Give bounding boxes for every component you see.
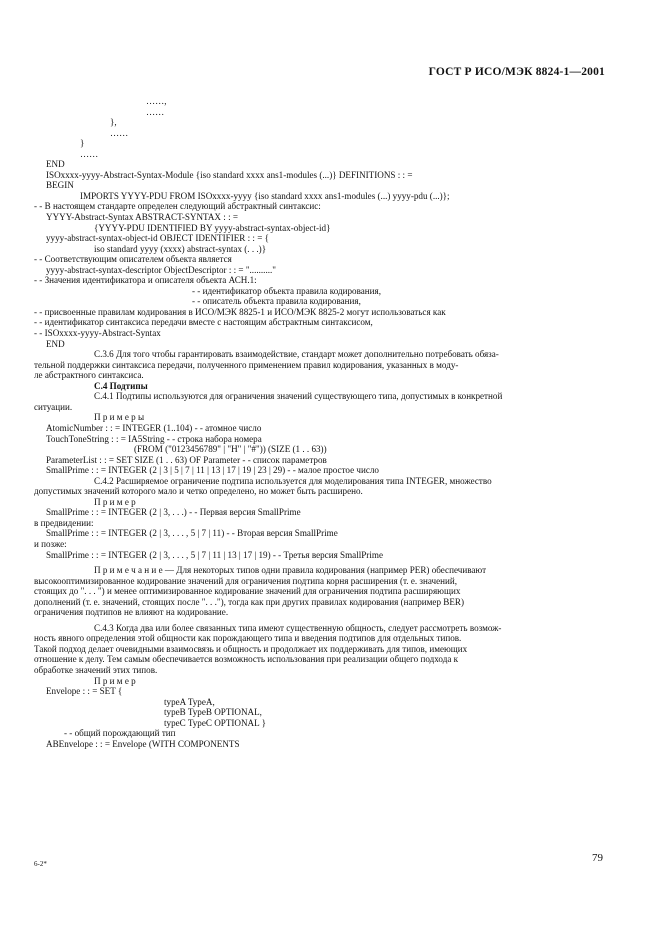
paragraph-line: тельной поддержки синтаксиса передачи, полученного применением правил кодирования, указанных в моду- [34,359,459,370]
code-line: END [46,159,65,170]
paragraph-line: С.4.2 Расширяемое ограничение подтипа используется для моделирования типа INTEGER, множество [94,475,492,486]
paragraph-line: С.4.3 Когда два или более связанных типа имеют существенную общность, следует рассмотреть возмож- [94,622,502,633]
paragraph-line: С.3.6 Для того чтобы гарантировать взаимодействие, стандарт может дополнительно потребовать обяза- [94,349,499,360]
code-line: ISOxxxx-yyyy-Abstract-Syntax-Module {iso standard xxxx ans1-modules (...)} DEFINITIONS : : = [46,169,413,180]
section-heading: С.4 Подтипы [94,380,148,391]
note-line: стоящих до ". . . ") и менее оптимизированное кодирование значений для ограничения подтипа расширяющих [34,586,461,597]
paragraph-line: в предвидении: [34,517,94,528]
code-line: typeA TypeA, [164,696,215,707]
code-comment: - - идентификатор синтаксиса передачи вместе с настоящим абстрактным синтаксисом, [34,317,373,328]
paragraph-line: Такой подход делает очевидными взаимосвязь и общность и продолжает их поддерживать для типов, имеющих [34,643,468,654]
code-line: SmallPrime : : = INTEGER (2 | 3, . . . , 5 | 7 | 11 | 13 | 17 | 19) - - Третья версия SmallPrime [46,549,383,560]
code-line: BEGIN [46,180,74,191]
code-line: YYYY-Abstract-Syntax ABSTRACT-SYNTAX : : = [46,212,239,223]
code-line: END [46,338,65,349]
code-line: Envelope : : = SET { [46,686,123,697]
code-line: typeC TypeC OPTIONAL } [164,717,266,728]
code-comment: - - Соответствующим описателем объекта является [34,254,232,265]
code-line: (FROM ("0123456789" | "H" | "#")) (SIZE (1 . . 63)) [134,444,327,455]
note-line: дополнений (т. е. значений, стоящих после ". . ."), тогда как при других правилах кодирования (например BER) [34,596,464,607]
code-line: } [80,138,85,149]
code-line: yyyy-abstract-syntax-descriptor ObjectDescriptor : : = ".........." [46,264,276,275]
paragraph-line: ле абстрактного синтаксиса. [34,370,144,381]
code-line: SmallPrime : : = INTEGER (2 | 3, . . .) - - Первая версия SmallPrime [46,507,301,518]
code-comment: - - В настоящем стандарте определен следующий абстрактный синтаксис: [34,201,321,212]
code-line: {YYYY-PDU IDENTIFIED BY yyyy-abstract-syntax-object-id} [94,222,331,233]
paragraph-line: обработке значений этих типов. [34,664,158,675]
code-line: AtomicNumber : : = INTEGER (1..104) - - атомное число [46,422,262,433]
code-comment: - - идентификатор объекта правила кодирования, [192,285,381,296]
paragraph-line: ность явного определения этой общности как порождающего типа и введения подтипов для отдельных типов. [34,633,462,644]
note-line: П р и м е ч а н и е — Для некоторых типов одни правила кодирования (например PER) обеспечивают [94,565,487,576]
code-line: …… [146,106,165,117]
document-header: ГОСТ Р ИСО/МЭК 8824-1—2001 [428,66,605,78]
page-body [34,96,600,749]
example-label: П р и м е р [94,496,136,507]
code-line: ParameterList : : = SET SIZE (1 . . 63) OF Parameter - - список параметров [46,454,327,465]
code-line: IMPORTS YYYY-PDU FROM ISOxxxx-yyyy {iso standard xxxx ans1-modules (...) yyyy-pdu (...)}; [80,190,450,201]
code-line: …… [80,148,99,159]
example-label: П р и м е р [94,675,136,686]
paragraph-line: ситуации. [34,401,73,412]
code-comment: - - описатель объекта правила кодирования, [192,296,361,307]
code-comment: - - ISOxxxx-yyyy-Abstract-Syntax [34,328,161,339]
code-line: SmallPrime : : = INTEGER (2 | 3 | 5 | 7 | 11 | 13 | 17 | 19 | 23 | 29) - - малое простое число [46,465,379,476]
paragraph-line: отношение к делу. Тем самым обеспечивается возможность использования при реализации общего подхода к [34,654,459,665]
code-line: yyyy-abstract-syntax-object-id OBJECT IDENTIFIER : : = { [46,233,269,244]
example-label: П р и м е р ы [94,412,145,423]
code-line: TouchToneString : : = IA5String - - строка набора номера [46,433,262,444]
note-line: ограничения подтипов не влияют на кодирование. [34,607,229,618]
code-line: ……, [146,96,167,106]
code-comment: - - Значения идентификатора и описателя объекта АСН.1: [34,275,257,286]
note-line: высокооптимизированное кодирование значений для ограничения подтипа корня расширения (т. е. значений, [34,575,458,586]
code-line: SmallPrime : : = INTEGER (2 | 3, . . . , 5 | 7 | 11) - - Вторая версия SmallPrime [46,528,338,539]
code-comment: - - общий порождающий тип [64,728,176,739]
paragraph-line: и позже: [34,538,67,549]
code-line: }, [110,117,117,128]
code-line: ABEnvelope : : = Envelope (WITH COMPONENTS [46,738,240,749]
page-number: 79 [592,852,603,864]
code-comment: - - присвоенные правилам кодирования в ИСО/МЭК 8825-1 и ИСО/МЭК 8825-2 могут использоваться как [34,306,446,317]
code-line: typeB TypeB OPTIONAL, [164,707,262,718]
code-line: …… [110,127,129,138]
paragraph-line: допустимых значений которого мало и четко определено, но может быть расширено. [34,486,363,497]
code-line: iso standard yyyy (xxxx) abstract-syntax (. . .)} [94,243,267,254]
signature-mark: 6-2* [34,860,47,868]
paragraph-line: С.4.1 Подтипы используются для ограничения значений существующего типа, допустимых в конкретной [94,391,503,402]
